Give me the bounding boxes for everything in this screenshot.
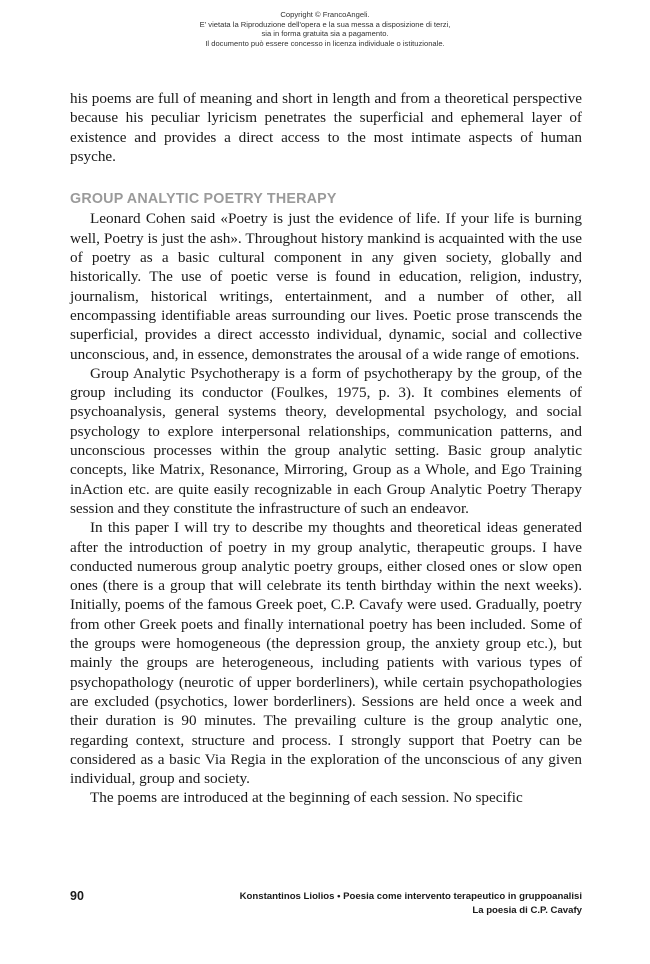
copyright-line: sia in forma gratuita sia a pagamento. bbox=[261, 29, 389, 39]
paragraph: Group Analytic Psychotherapy is a form of psychotherapy by the group, of the group including its conductor (Foulkes, 1975, p. 3). It combines elements of psychoanalysis, general systems theory, developmental psychology, and social psychology to explore interpersonal relationships, communication patterns, and unconscious processes within the group analytic setting. Basic group analytic concepts, like Matrix, Resonance, Mirroring, Group as a Whole, and Ego Training inAction etc. are quite easily recognizable in each Group Analytic Poetry Therapy session and they constitute the infrastructure of such an endeavor. bbox=[70, 364, 582, 517]
running-title-line: La poesia di C.P. Cavafy bbox=[472, 904, 582, 916]
main-text bbox=[70, 89, 582, 808]
copyright-line: Copyright © FrancoAngeli. bbox=[280, 10, 370, 19]
copyright-notice bbox=[0, 10, 650, 48]
intro-paragraph: his poems are full of meaning and short in length and from a theoretical perspective because his peculiar lyricism penetrates the superficial and ephemeral layer of existence and provides a direct access to the most intimate aspects of human psyche. bbox=[70, 90, 582, 165]
paragraph: In this paper I will try to describe my thoughts and theoretical ideas generated after the introduction of poetry in my group analytic, therapeutic groups. I have conducted numerous group analytic poetry groups, either closed ones or slow open ones (there is a group that will celebrate its tenth birthday within the next weeks). Initially, poems of the famous Greek poet, C.P. Cavafy were used. Gradually, poetry from other Greek poets and finally international poetry has been included. Some of the groups were homogeneous (the depression group, the anxiety group etc.), but mainly the groups are heterogeneous, including patients with various types of psychopathology (neurotic of upper borderliners), while certain psychopathologies are excluded (psychotics, lower borderliners). Sessions are held once a week and their duration is 90 minutes. The prevailing culture is the group analytic one, regarding context, structure and process. I strongly support that Poetry can be considered as a basic Via Regia in the exploration of the unconscious of any given individual, group and society. bbox=[70, 519, 582, 788]
copyright-line: Il documento può essere concesso in licenza individuale o istituzionale. bbox=[205, 38, 445, 48]
copyright-line: E' vietata la Riproduzione dell'opera e la sua messa a disposizione di terzi, bbox=[199, 19, 451, 29]
section-heading: GROUP ANALYTIC POETRY THERAPY bbox=[70, 191, 337, 208]
paragraph: The poems are introduced at the beginning of each session. No specific bbox=[90, 789, 523, 807]
running-title-line: Konstantinos Liolios • Poesia come intervento terapeutico in gruppoanalisi bbox=[239, 891, 582, 902]
running-title bbox=[240, 890, 582, 917]
page-number: 90 bbox=[70, 889, 84, 903]
paragraph: Leonard Cohen said «Poetry is just the evidence of life. If your life is burning well, Poetry is just the ash». Throughout history mankind is acquainted with the use of poetry as a basic cultural component in any given society, globally and historically. The use of poetic verse is found in education, religion, industry, journalism, historical writings, entertainment, and a number of other, all encompassing identifiable areas surrounding our lives. Poetic prose transcends the superficial, provides a direct accessto individual, dynamic, social and collective unconscious, and, in essence, demonstrates the arousal of a wide range of emotions. bbox=[70, 210, 582, 363]
